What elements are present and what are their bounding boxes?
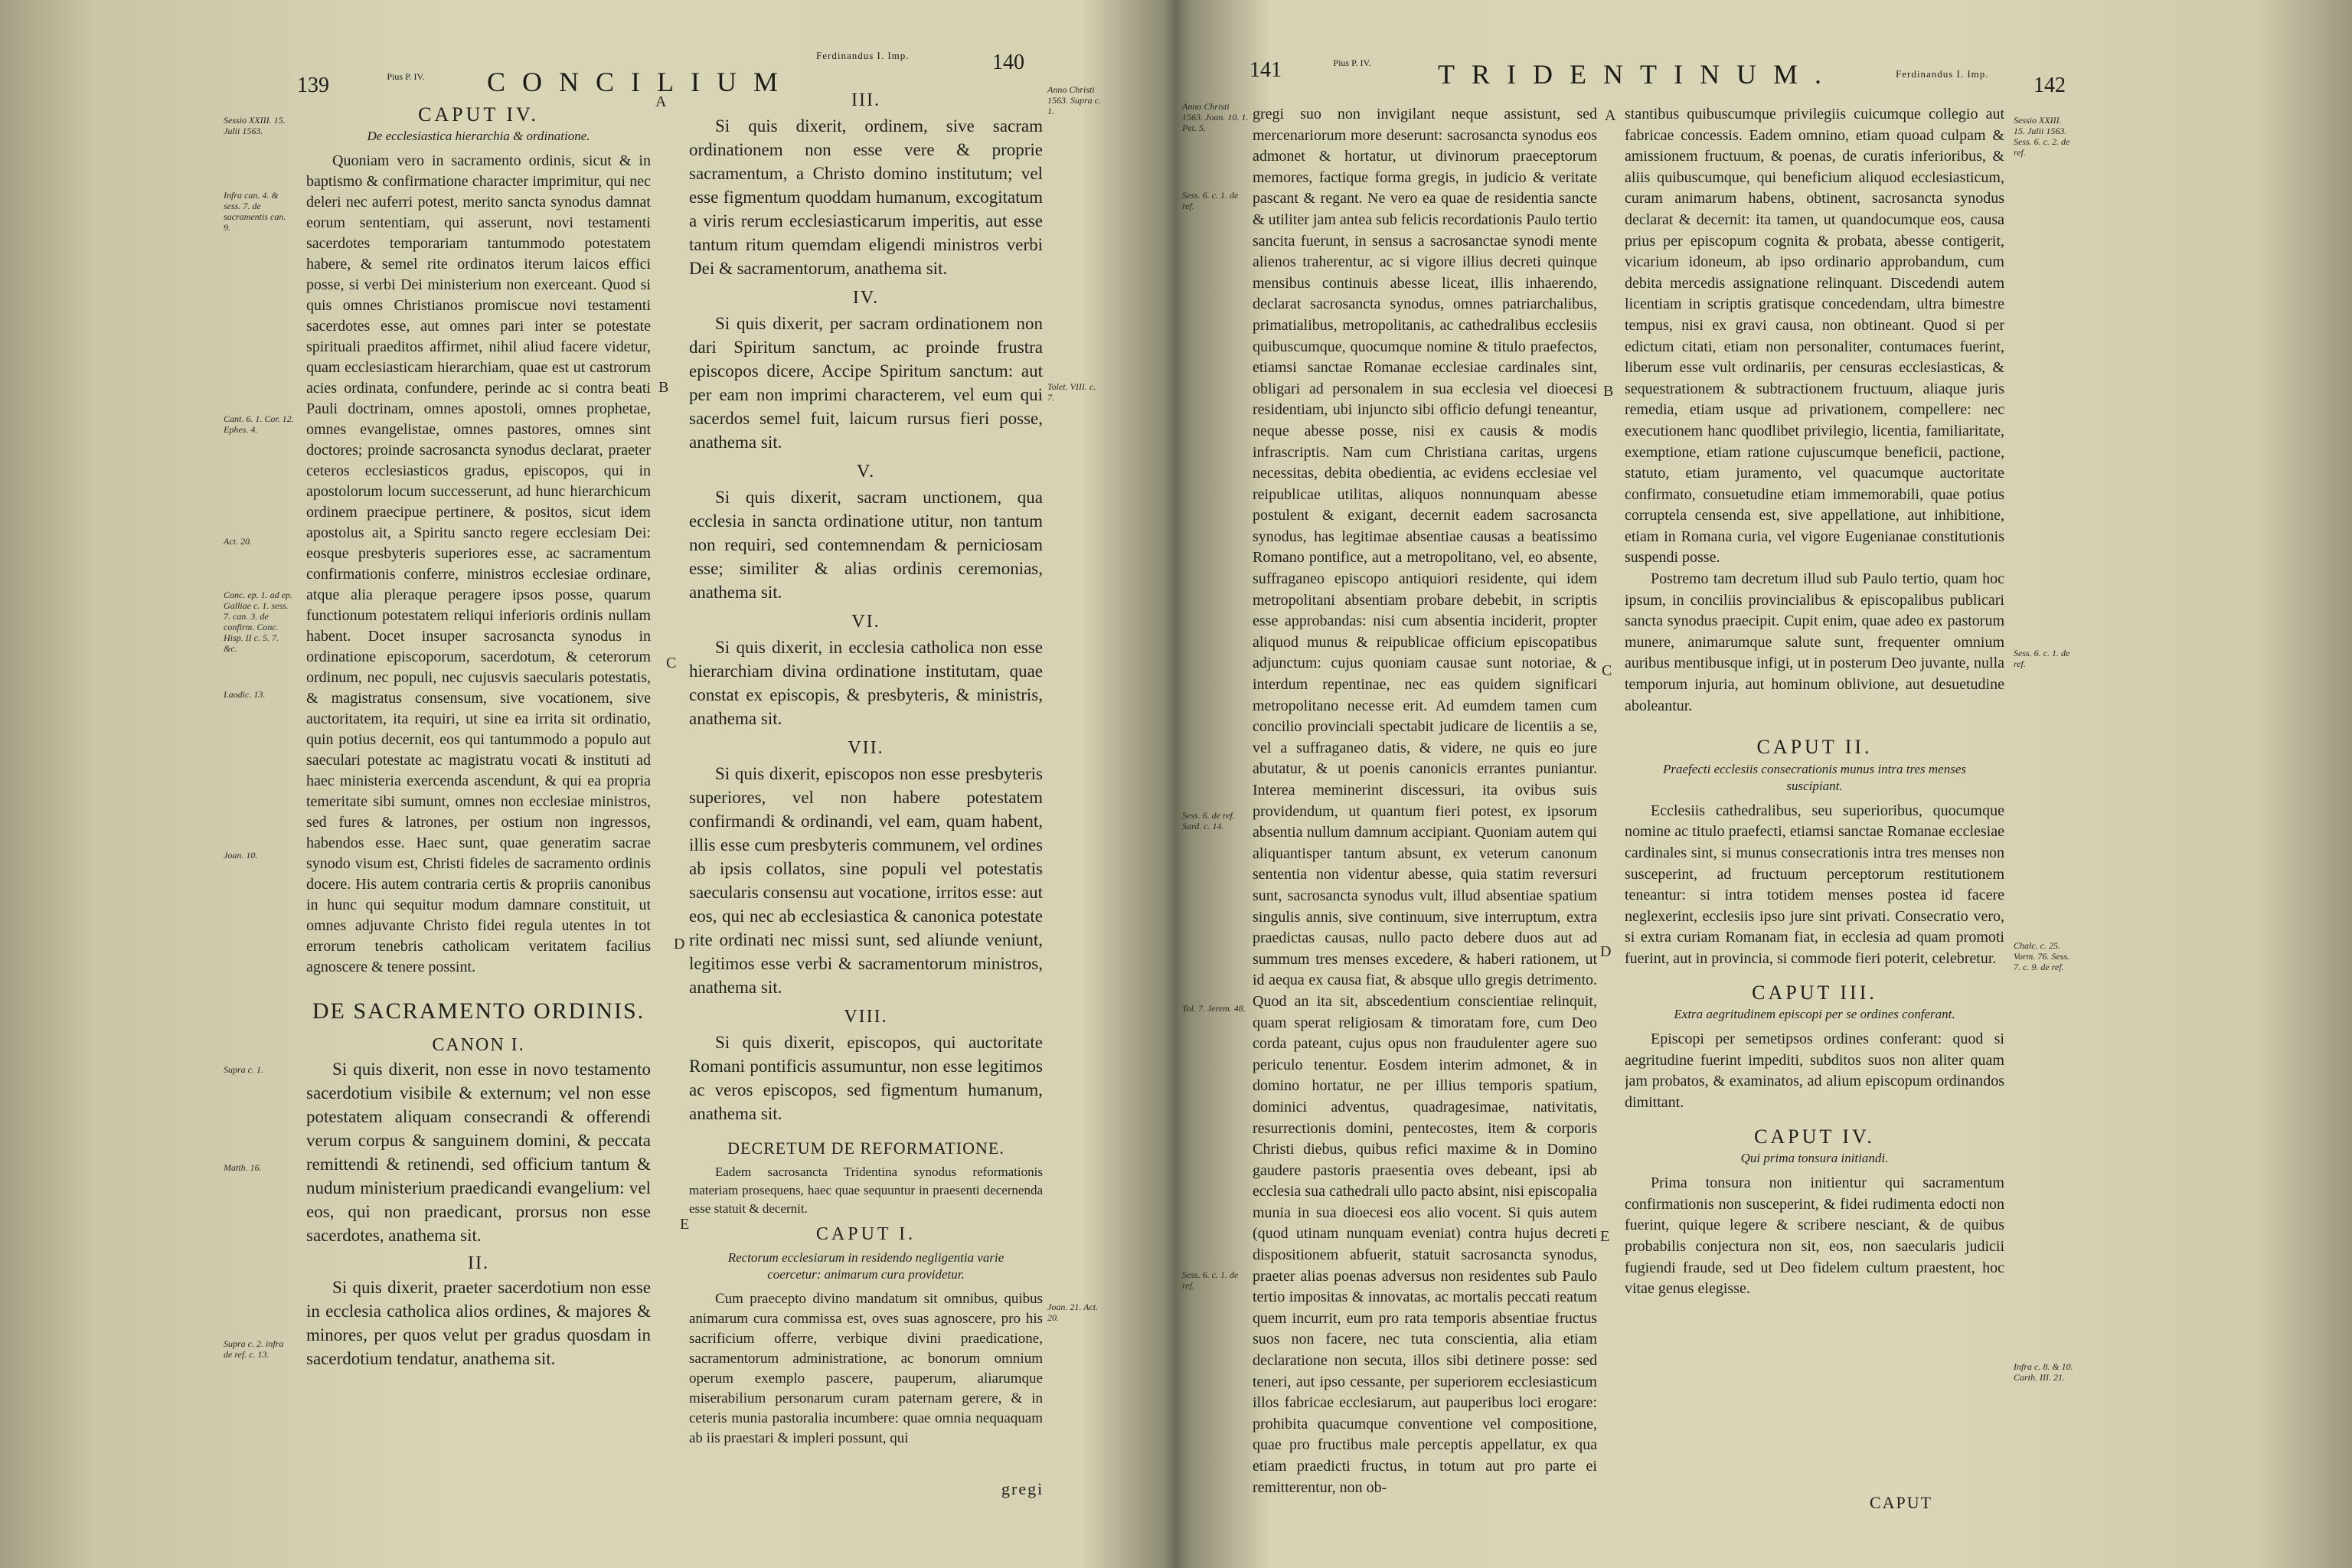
section-letter-e: E: [1600, 1228, 1610, 1245]
margin-note: Act. 20.: [224, 536, 252, 547]
page-number-142: 142: [2034, 74, 2066, 97]
caput-subtitle: Praefecti ecclesiis consecrationis munus intra tres menses suscipiant.: [1663, 761, 1966, 793]
margin-note: Sess. 6. c. 1. de ref.: [1182, 190, 1239, 211]
canon-heading: V.: [856, 462, 876, 482]
margin-note: Chalc. c. 25. Vorm. 76. Sess. 7. c. 9. de ref.: [2014, 940, 2070, 972]
section-heading: DE SACRAMENTO ORDINIS.: [312, 998, 645, 1024]
canon-text: Si quis dixerit, per sacram ordinationem non dari Spiritum sanctum, ac proinde frustra episcopos dicere, Accipe Spiritum sanctum: aut per eam non imprimi characterem, vel eum qui sacerdos semel fuit, laicum rursus fieri posse, anathema sit.: [689, 314, 1043, 452]
left-page: [0, 0, 1156, 1568]
caput-heading: CAPUT IV.: [1754, 1125, 1875, 1148]
canon-text: Si quis dixerit, praeter sacerdotium non esse in ecclesia catholica alios ordines, & majores & minores, per quos velut per gradus quosdam in sacerdotium tendatur, anathema sit.: [306, 1278, 651, 1368]
section-letter-d: D: [1600, 943, 1612, 960]
caput-subtitle: Rectorum ecclesiarum in residendo negligentia varie coercetur: animarum cura providetur.: [727, 1250, 1004, 1282]
catchword: gregi: [1001, 1479, 1044, 1498]
caput-text: Ecclesiis cathedralibus, seu superioribus, quocumque nomine ac titulo praefecti, etiamsi sanctae Romanae ecclesiae cardinales sint, si munus consecrationis intra tres menses non susceperint, ad fructuum perceptorum restitutionem teneantur: si intra totidem menses postea id facere neglexerint, ecclesiis ipso jure sint privati. Consecratio vero, si extra curiam Romanam fiat, in ecclesia ad quam promoti fuerint, aut in provincia, si commode fieri poterit, celebretur.: [1625, 802, 2004, 967]
caput-text: Prima tonsura non initientur qui sacramentum confirmationis non susceperint, & fidei rudimenta edocti non fuerint, quique legere & scribere nesciant, & de quibus probabilis conjectura non sit, eos, non saecularis judicii fugiendi fraude, sed ut Deo fidelem cultum praestent, hoc vitae genus elegisse.: [1625, 1174, 2004, 1298]
section-letter-b: B: [658, 379, 669, 396]
page-number-140: 140: [992, 51, 1024, 74]
column-1: [306, 100, 651, 1508]
canon-heading: III.: [851, 90, 880, 110]
catchword: CAPUT: [1870, 1493, 1933, 1512]
caput-heading: CAPUT IV.: [418, 103, 539, 126]
margin-note: Infra c. 8. & 10. Carth. III. 21.: [2014, 1361, 2073, 1383]
running-pope: Pius P. IV.: [1333, 57, 1371, 68]
margin-note: Sess. 6. c. 1. de ref.: [2014, 648, 2070, 669]
canon-text: Si quis dixerit, ordinem, sive sacram ordinationem non esse vere & proprie sacramentum, a Christo domino institutum; vel esse figmentum quoddam humanum, excogitatum a viris rerum ecclesiasticarum imperitis, aut esse tantum ritum quemdam eligendi ministros verbi Dei & sacramentorum, anathema sit.: [689, 116, 1043, 278]
running-title-concilium: CONCILIUM: [487, 67, 795, 97]
margin-note: Anno Christi 1563. Joan. 10. 1. Pet. 5.: [1182, 101, 1249, 133]
canon-heading: VII.: [848, 738, 884, 758]
canon-text: Si quis dixerit, episcopos, qui auctoritate Romani pontificis assumuntur, non esse legitimos ac veros episcopos, sed figmentum humanum, anathema sit.: [689, 1033, 1043, 1123]
canon-heading: VIII.: [844, 1007, 888, 1027]
canon-heading: CANON I.: [432, 1035, 525, 1055]
caput-subtitle: Qui prima tonsura initiandi.: [1740, 1151, 1889, 1166]
column-3: [1253, 104, 1597, 1513]
margin-note: Supra c. 1.: [224, 1064, 263, 1075]
margin-note: Conc. ep. 1. ad ep. Galliae c. 1. sess. 7. can. 3. de confirm. Conc. Hisp. II c. 5. 7. &c.: [224, 590, 292, 654]
canon-heading: IV.: [852, 288, 880, 308]
canon-text: Si quis dixerit, episcopos non esse presbyteris superiores, vel non habere potestatem confirmandi & ordinandi, vel eam, quam habent, illis esse cum presbyteris communem, vel ordines ab ipsis collatos, sine populi vel potestatis saecularis consensu aut vocatione, irritos esse: aut eos, qui nec ab ecclesiastica & canonica potestate rite ordinati nec missi sunt, sed aliunde veniunt, legitimos esse verbi & sacramentorum ministros, anathema sit.: [689, 764, 1043, 997]
caput-text: gregi suo non invigilant neque assistunt, sed mercenariorum more deserunt: sacrosancta synodus eos admonet & hortatur, ut divinorum praeceptorum memores, factique forma gregis, in judicio & veritate pascant & regant. Ne vero ea quae de residentia sancte & utiliter jam antea sub felicis recordationis Paulo tertio sancita fuerunt, in sensus a sacrosanctae synodi mente alienos traherentur, ac si vigore illius decreti quinque mensibus continuis abesse liceat, illis inhaerendo, declarat sacrosancta synodus, omnes patriarchalibus, primatialibus, metropolitanis, ac cathedralibus ecclesiis quibuscumque, quocumque nomine & titulo praefectos, etiamsi sanctae Romanae ecclesiae cardinales sint, obligari ad personalem in sua ecclesia vel dioecesi residentiam, ubi injuncto sibi officio defungi teneantur, neque abesse posse, nisi ex causis & modis infrascriptis. Nam cum Christiana caritas, urgens necessitas, debita obedientia, ac evidens ecclesiae vel reipublicae utilitas, aliquos nonnunquam abesse postulent & exigant, decernit eadem sacrosancta synodus, has legitimae absentiae causas a beatissimo Romano pontifice, aut a metropolitano, vel, eo absente, suffraganeo episcopo antiquiori residente, qui idem metropolitani absentiam probare debebit, in scriptis esse approbandas: nisi cum absentia inciderit, propter aliquod munus & reipublicae officium episcopatibus adjunctum: cujus quoniam causae sunt notoriae, & interdum repentinae, nec eas quidem significari metropolitano necesse erit. Ad eumdem tamen cum concilio provinciali spectabit judicare de licentiis a se, vel a suffraganeo datis, & videre, ne quis eo jure abutatur, & ut poenis canonicis errantes puniantur. Interea meminerint discessuri, ita ovibus suis providendum, ut quantum fieri potest, ex ipsorum absentia nullum damnum accipiant. Quoniam autem qui aliquantisper tantum absunt, ex veterum canonum sententia non videntur abesse, quia statim reversuri sunt, sacrosancta synodus vult, illud absentiae spatium singulis annis, sive continuum, sive interruptum, extra praedictas causas, nullo pacto debere duos aut ad summum tres menses excedere, & haberi rationem, ut id aequa ex causa fiat, & absque ullo gregis detrimento. Quod an ita sit, abscedentium conscientiae relinquit, quam sperat religiosam & timoratam fore, cum Deo corda pateant, cujus opus non fraudulenter agere suo periculo tenentur. Eosdem interim admonet, & in domino hortatur, ne per illius temporis spatium, dominici adventus, quadragesimae, nativitatis, resurrectionis domini, pentecostes, item & corporis Christi diebus, quibus refici maxime & in Domino gaudere pastoris praesentia oves debeant, ipsi ab ecclesia sua cathedrali ullo pacto absint, nisi episcopalia munia in sua dioecesi eos alio vocent. Si quis autem (quod utinam nunquam eveniat) contra hujus decreti dispositionem abfuerit, statuit sacrosancta synodus, praeter alias poenas adversus non residentes sub Paulo tertio impositas & innovatas, ac mortalis peccati reatum quem incurrit, eum pro rata temporis absentiae fructus suos non facere, nec tuta conscientia, alia etiam declaratione non secuta, illos sibi detinere posse: sed teneri, aut ipso cessante, per superiorem ecclesiasticum illos fabricae ecclesiarum, aut pauperibus loci erogare: prohibita quacumque conventione vel compositione, quae pro fructibus male perceptis appellatur, ex qua etiam praedicti fructus, in totum aut pro parte ei remitterentur, non ob-: [1253, 106, 1597, 1496]
decretum-heading: DECRETUM DE REFORMATIONE.: [727, 1138, 1004, 1158]
section-letter-d: D: [674, 936, 685, 952]
margin-note: Anno Christi 1563. Supra c. 1.: [1047, 84, 1101, 116]
column-2: [689, 83, 1043, 1484]
column-4: [1625, 104, 2004, 1482]
caput-text: Quoniam vero in sacramento ordinis, sicut & in baptismo & confirmatione character imprimitur, qui nec deleri nec auferri potest, merito sancta synodus damnat eorum sententiam, qui asserunt, novi testamenti sacerdotes temporariam tantummodo potestatem habere, & semel rite ordinatos iterum laicos effici posse, si verbi Dei ministerium non exerceant. Quod si quis omnes Christianos promiscue novi testamenti sacerdotes esse, aut omnes pari inter se potestate spirituali praeditos affirmet, nihil aliud facere videtur, quam ecclesiasticam hierarchiam, quae est ut castrorum acies ordinata, confundere, perinde ac si contra beati Pauli doctrinam, omnes apostoli, omnes prophetae, omnes evangelistae, omnes pastores, omnes sint doctores; proinde sacrosancta synodus declarat, praeter ceteros ecclesiasticos gradus, episcopos, qui in apostolorum locum successerunt, ad hunc hierarchicum ordinem praecipue pertinere, & positos, sicut idem apostolus ait, a Spiritu sancto regere ecclesiam Dei: eosque presbyteris superiores esse, ac sacramentum confirmationis conferre, ministros ecclesiae ordinare, atque alia pleraque peragere ipsos posse, quarum functionum potestatem reliqui inferioris ordinis nullam habent. Docet insuper sacrosancta synodus in ordinatione episcoporum, sacerdotum, & ceterorum ordinum, nec populi, nec cujusvis saecularis potestatis, & magistratus consensum, sive vocationem, sive auctoritatem, ita requiri, ut sine ea irrita sit ordinatio, quin potius decernit, eos qui tantummodo a populo aut saeculari potestate ac magistratu vocati & instituti ad haec ministeria exercenda ascendunt, & qui ea propria temeritate sibi sumunt, omnes non ecclesiae ministros, sed fures & latrones, per ostium non ingressos, habendos esse. Haec sunt, quae generatim sacrae synodo visum est, Christi fideles de sacramento ordinis docere. His autem contraria certis & propriis canonibus in hunc qui sequitur modum damnare constituit, ut omnes adjuvante Christo fidei regula utentes in tot errorum tenebris catholicam veritatem facilius agnoscere & tenere possint.: [306, 152, 651, 975]
canon-text: Si quis dixerit, in ecclesia catholica non esse hierarchiam divina ordinatione institutam, quae constat ex episcopis, & presbyteris, & ministris, anathema sit.: [689, 638, 1043, 728]
margin-note: Infra can. 4. & sess. 7. de sacramentis can. 9.: [224, 190, 286, 233]
section-letter-c: C: [1602, 662, 1612, 679]
section-letter-b: B: [1603, 383, 1614, 400]
canon-text: Si quis dixerit, sacram unctionem, qua ecclesia in sancta ordinatione utitur, non tantum non requiri, sed contemnendam & perniciosam esse; similiter & alias ordinis ceremonias, anathema sit.: [689, 488, 1043, 602]
margin-note: Joan. 21. Act. 20.: [1047, 1302, 1099, 1323]
canon-heading: II.: [468, 1253, 489, 1273]
running-emperor: Ferdinandus I. Imp.: [1896, 68, 1989, 80]
section-letter-e: E: [680, 1216, 690, 1233]
margin-note: Sess. 6. de ref. Sard. c. 14.: [1182, 810, 1235, 831]
running-title-tridentinum: TRIDENTINUM.: [1438, 59, 1838, 90]
margin-note: Sess. 6. c. 1. de ref.: [1182, 1269, 1239, 1291]
margin-note: Supra c. 2. infra de ref. c. 13.: [224, 1338, 284, 1360]
caput-heading: CAPUT II.: [1756, 736, 1873, 759]
margin-note: Matth. 16.: [224, 1162, 262, 1173]
margin-note: Joan. 10.: [224, 850, 258, 861]
margin-note: Laodic. 13.: [224, 689, 266, 700]
caput-text: stantibus quibuscumque privilegiis cuicumque collegio aut fabricae concessis. Eadem omnino, etiam quoad culpam & amissionem fructuum, & poenas, de curatis inferioribus, & aliis quibuscumque, qui beneficium aliquod ecclesiasticum, curam animarum habens, obtinent, sacrosancta synodus declarat & decernit: ita tamen, ut quandocumque eos, causa prius per episcopum cognita & probata, abesse contigerit, vicarium idoneum, ab ipso ordinario approbandum, cum debita mercedis assignatione relinquant. Discedendi autem licentiam in scriptis gratisque concedendam, ultra bimestre tempus, nisi ex gravi causa, non obtineant. Quod si per edictum citati, etiam non personaliter, contumaces fuerint, liberum esse vult ordinariis, per censuras ecclesiasticas, & sequestrationem & subtractionem fructuum, aliaque juris remedia, etiam usque ad privationem, compellere: nec executionem hanc quodlibet privilegio, licentia, familiaritate, exemptione, etiam ratione cujuscumque beneficii, pactione, statuto, etiam juramento, vel quacumque auctoritate confirmato, consuetudine etiam immemorabili, quae potius corruptela censenda est, sive appellatione, aut inhibitione, etiam in Romana curia, vel vigore Eugenianae constitutionis suspendi posse.: [1625, 106, 2004, 567]
caput-subtitle: De ecclesiastica hierarchia & ordinatione.: [367, 129, 590, 143]
caput-subtitle: Extra aegritudinem episcopi per se ordines conferant.: [1674, 1007, 1955, 1022]
right-page: [1156, 0, 2352, 1568]
section-letter-a: A: [655, 93, 667, 110]
caput-text: Postremo tam decretum illud sub Paulo tertio, quam hoc ipsum, in conciliis provincialibus & episcopalibus publicari sancta synodus praecipit. Cupit enim, quae adeo ex pastorum munere, animarumque salute sunt, frequenter omnium auribus mentibusque infigi, ut in posterum Deo juvante, nulla temporum injuria, aut hominum oblivione, aut desuetudine aboleantur.: [1625, 570, 2004, 714]
running-emperor: Ferdinandus I. Imp.: [816, 50, 910, 61]
decretum-text: Eadem sacrosancta Tridentina synodus reformationis materiam prosequens, haec quae sequuntur in praesenti decernenda esse statuit & decernit.: [689, 1165, 1043, 1216]
page-number-141: 141: [1250, 58, 1282, 82]
margin-note: Sessio XXIII. 15. Julii 1563. Sess. 6. c. 2. de ref.: [2014, 115, 2070, 158]
running-pope: Pius P. IV.: [387, 71, 425, 82]
caput-heading: CAPUT III.: [1752, 981, 1877, 1004]
margin-note: Sessio XXIII. 15. Julii 1563.: [224, 115, 286, 136]
margin-note: Tolet. VIII. c. 7.: [1047, 381, 1096, 403]
canon-heading: VI.: [851, 612, 880, 632]
section-letter-c: C: [666, 655, 677, 671]
margin-note: Tol. 7. Jerem. 48.: [1182, 1003, 1246, 1014]
caput-text: Episcopi per semetipsos ordines conferant: quod si aegritudine fuerint impediti, subditos suos non aliter quam jam probatos, & examinatos, ad alium episcopum ordinandos dimittant.: [1625, 1031, 2004, 1111]
canon-text: Si quis dixerit, non esse in novo testamento sacerdotium visibile & externum; vel non esse potestatem aliquam consecrandi & offerendi verum corpus & sanguinem domini, & peccata remittendi & retinendi, sed officium tantum & nudum ministerium praedicandi evangelium: vel eos, qui non praedicant, prorsus non esse sacerdotes, anathema sit.: [306, 1060, 651, 1245]
caput-text: Cum praecepto divino mandatum sit omnibus, quibus animarum cura commissa est, oves suas agnoscere, pro his sacrificium offerre, verbique divini praedicatione, sacramentorum administratione, ac bonorum omnium operum exemplo pascere, pauperum, aliarumque miserabilium personarum curam paternam gerere, & in ceteris munia pastoralia incumbere: quae omnia nequaquam ab iis praestari & impleri possunt, qui: [689, 1291, 1043, 1446]
page-number-139: 139: [297, 74, 329, 97]
margin-note: Cant. 6. 1. Cor. 12. Ephes. 4.: [224, 413, 294, 435]
section-letter-a: A: [1605, 107, 1616, 124]
caput-heading: CAPUT I.: [815, 1224, 916, 1244]
